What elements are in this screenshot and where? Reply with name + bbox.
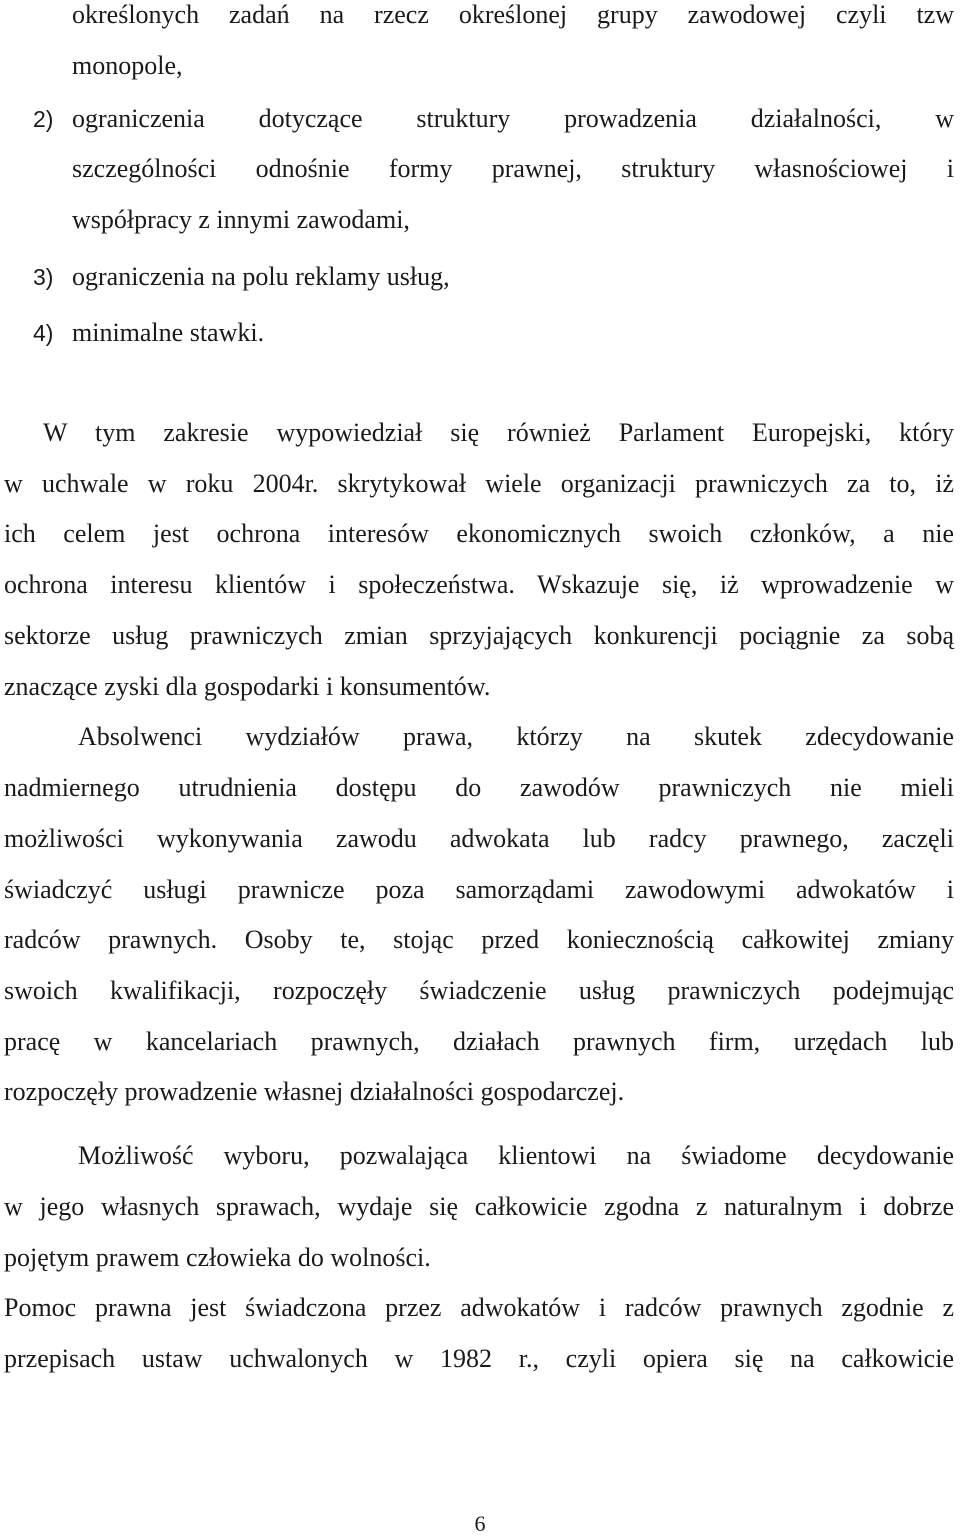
list-number-3: 3) bbox=[33, 264, 54, 290]
list-item-3-text: ograniczenia na polu reklamy usług, bbox=[72, 262, 450, 291]
list-item-2-line-2: szczególności odnośnie formy prawnej, struktury własnościowej i bbox=[72, 154, 954, 183]
paragraph-1-line-5: sektorze usług prawniczych zmian sprzyjających konkurencji pociągnie za sobą bbox=[4, 621, 954, 650]
paragraph-2-line-3: możliwości wykonywania zawodu adwokata lub radcy prawnego, zaczęli bbox=[4, 824, 954, 853]
paragraph-3-line-1: Możliwość wyboru, pozwalająca klientowi na świadome decydowanie bbox=[78, 1141, 954, 1170]
list-number-2: 2) bbox=[33, 106, 54, 132]
paragraph-3-line-2: w jego własnych sprawach, wydaje się całkowicie zgodna z naturalnym i dobrze bbox=[4, 1192, 954, 1221]
paragraph-2-line-1: Absolwenci wydziałów prawa, którzy na skutek zdecydowanie bbox=[78, 722, 954, 751]
list-number-4: 4) bbox=[33, 320, 54, 346]
list-item-2-line-3: współpracy z innymi zawodami, bbox=[72, 205, 410, 234]
paragraph-2-line-7: pracę w kancelariach prawnych, działach prawnych firm, urzędach lub bbox=[4, 1027, 954, 1056]
list-item-1-line-1: określonych zadań na rzecz określonej grupy zawodowej czyli tzw bbox=[72, 0, 954, 29]
paragraph-3-line-3: pojętym prawem człowieka do wolności. bbox=[4, 1243, 431, 1272]
paragraph-2-line-2: nadmiernego utrudnienia dostępu do zawodów prawniczych nie mieli bbox=[4, 773, 954, 802]
list-item-4-text: minimalne stawki. bbox=[72, 318, 265, 347]
paragraph-4-line-1: Pomoc prawna jest świadczona przez adwokatów i radców prawnych zgodnie z bbox=[4, 1293, 954, 1322]
page-number: 6 bbox=[474, 1511, 486, 1536]
paragraph-1-line-3: ich celem jest ochrona interesów ekonomicznych swoich członków, a nie bbox=[4, 519, 954, 548]
paragraph-2-line-4: świadczyć usługi prawnicze poza samorządami zawodowymi adwokatów i bbox=[4, 875, 954, 904]
paragraph-2-line-6: swoich kwalifikacji, rozpoczęły świadczenie usług prawniczych podejmując bbox=[4, 976, 954, 1005]
paragraph-1-line-1: W tym zakresie wypowiedział się również Parlament Europejski, który bbox=[43, 418, 954, 447]
paragraph-1-line-4: ochrona interesu klientów i społeczeństwa. Wskazuje się, iż wprowadzenie w bbox=[4, 570, 954, 599]
paragraph-4-line-2: przepisach ustaw uchwalonych w 1982 r., czyli opiera się na całkowicie bbox=[4, 1344, 954, 1373]
paragraph-2-line-8: rozpoczęły prowadzenie własnej działalności gospodarczej. bbox=[4, 1077, 625, 1106]
paragraph-1-line-2: w uchwale w roku 2004r. skrytykował wiele organizacji prawniczych za to, iż bbox=[4, 469, 954, 498]
list-item-2-line-1: ograniczenia dotyczące struktury prowadzenia działalności, w bbox=[72, 104, 954, 133]
paragraph-1-line-6: znaczące zyski dla gospodarki i konsumentów. bbox=[4, 672, 491, 701]
paragraph-2-line-5: radców prawnych. Osoby te, stojąc przed koniecznością całkowitej zmiany bbox=[4, 925, 954, 954]
list-item-1-line-2: monopole, bbox=[72, 51, 183, 80]
